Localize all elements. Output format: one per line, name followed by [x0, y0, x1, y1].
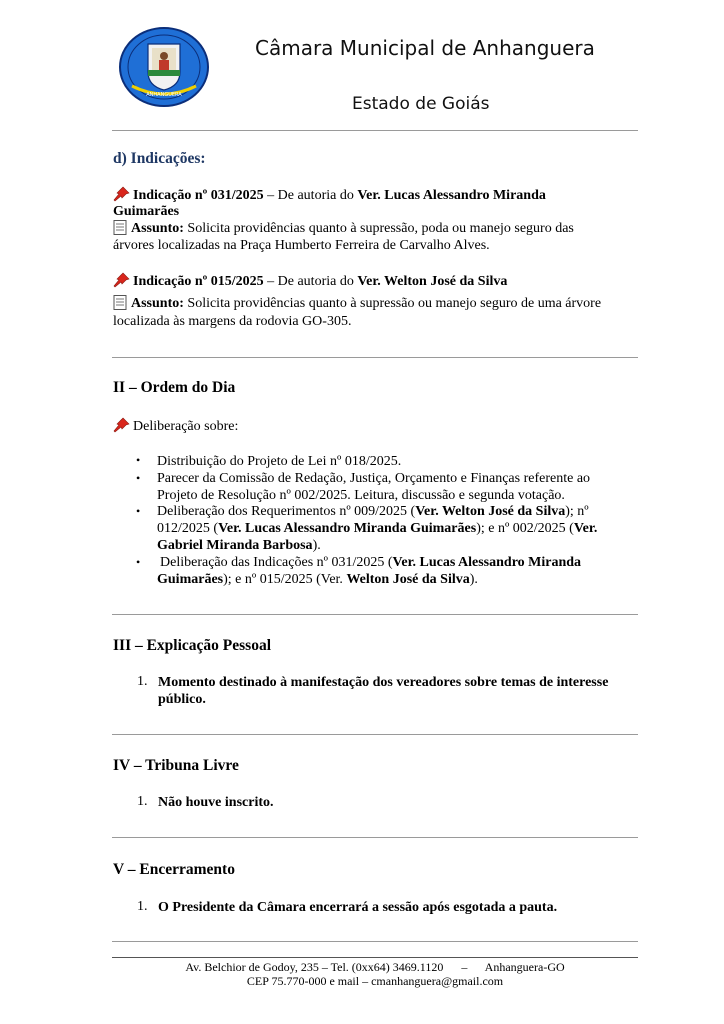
- section-heading-ordem-do-dia: II – Ordem do Dia: [113, 379, 236, 396]
- pushpin-icon: [113, 419, 133, 434]
- bullet-icon: •: [136, 453, 141, 467]
- bullet-icon: •: [136, 471, 141, 485]
- indicacao-subject: Assunto: Solicita providências quanto à supressão, poda ou manejo seguro das: [113, 220, 643, 237]
- document-icon: [113, 296, 131, 311]
- list-item-cont: público.: [158, 692, 206, 707]
- footer-address: Av. Belchior de Godoy, 235 – Tel. (0xx64) 3469.1120 – Anhanguera-GO: [185, 960, 565, 974]
- pushpin-icon: [113, 274, 133, 289]
- section-heading-explicacao: III – Explicação Pessoal: [113, 637, 272, 654]
- section-heading-tribuna: IV – Tribuna Livre: [113, 757, 239, 774]
- list-item: Deliberação das Indicações nº 031/2025 (Ver. Lucas Alessandro Miranda: [160, 555, 582, 570]
- pushpin-icon: [113, 188, 133, 203]
- footer-divider: [112, 957, 638, 958]
- divider: [112, 614, 638, 615]
- list-item: O Presidente da Câmara encerrará a sessão após esgotada a pauta.: [158, 900, 558, 915]
- divider: [112, 941, 638, 942]
- indicacao-subject: Assunto: Solicita providências quanto à supressão ou manejo seguro de uma árvore: [113, 295, 643, 312]
- divider: [112, 837, 638, 838]
- indicacao-author-cont: Guimarães: [113, 204, 180, 219]
- municipal-seal: [118, 26, 210, 108]
- list-item-cont: Projeto de Resolução nº 002/2025. Leitura, discussão e segunda votação.: [157, 488, 565, 503]
- list-item-cont: Guimarães); e nº 015/2025 (Ver. Welton José da Silva).: [157, 572, 478, 587]
- page-subtitle: Estado de Goiás: [352, 94, 490, 114]
- indicacao-item: Indicação nº 015/2025 – De autoria do Ver. Welton José da Silva: [113, 272, 643, 290]
- footer-contact: CEP 75.770-000 e mail – cmanhanguera@gmail.com: [246, 974, 504, 988]
- list-item-cont: Gabriel Miranda Barbosa).: [157, 538, 321, 553]
- bullet-icon: •: [136, 504, 141, 518]
- list-item: Distribuição do Projeto de Lei nº 018/2025.: [157, 454, 402, 469]
- list-item: Momento destinado à manifestação dos vereadores sobre temas de interesse: [158, 675, 609, 690]
- bullet-icon: •: [136, 555, 141, 569]
- indicacao-item: Indicação nº 031/2025 – De autoria do Ver. Lucas Alessandro Miranda: [113, 186, 643, 204]
- divider: [112, 130, 638, 131]
- list-number: 1.: [137, 899, 148, 914]
- list-number: 1.: [137, 674, 148, 689]
- indicacao-subject-cont: localizada às margens da rodovia GO-305.: [113, 314, 352, 329]
- list-item: Deliberação dos Requerimentos nº 009/2025 (Ver. Welton José da Silva); nº: [157, 504, 589, 519]
- page-title: Câmara Municipal de Anhanguera: [255, 36, 595, 60]
- divider: [112, 734, 638, 735]
- document-icon: [113, 221, 131, 236]
- list-item: Parecer da Comissão de Redação, Justiça, Orçamento e Finanças referente ao: [157, 471, 591, 486]
- section-heading-encerramento: V – Encerramento: [113, 861, 235, 878]
- seal-text: ANHANGUERA: [146, 92, 182, 98]
- list-item: Não houve inscrito.: [158, 795, 274, 810]
- section-heading-indicacoes: d) Indicações:: [113, 150, 206, 167]
- ordem-intro: Deliberação sobre:: [113, 417, 238, 435]
- list-number: 1.: [137, 794, 148, 809]
- list-item-cont: 012/2025 (Ver. Lucas Alessandro Miranda Guimarães); e nº 002/2025 (Ver.: [157, 521, 598, 536]
- divider: [112, 357, 638, 358]
- indicacao-subject-cont: árvores localizadas na Praça Humberto Ferreira de Carvalho Alves.: [113, 238, 490, 253]
